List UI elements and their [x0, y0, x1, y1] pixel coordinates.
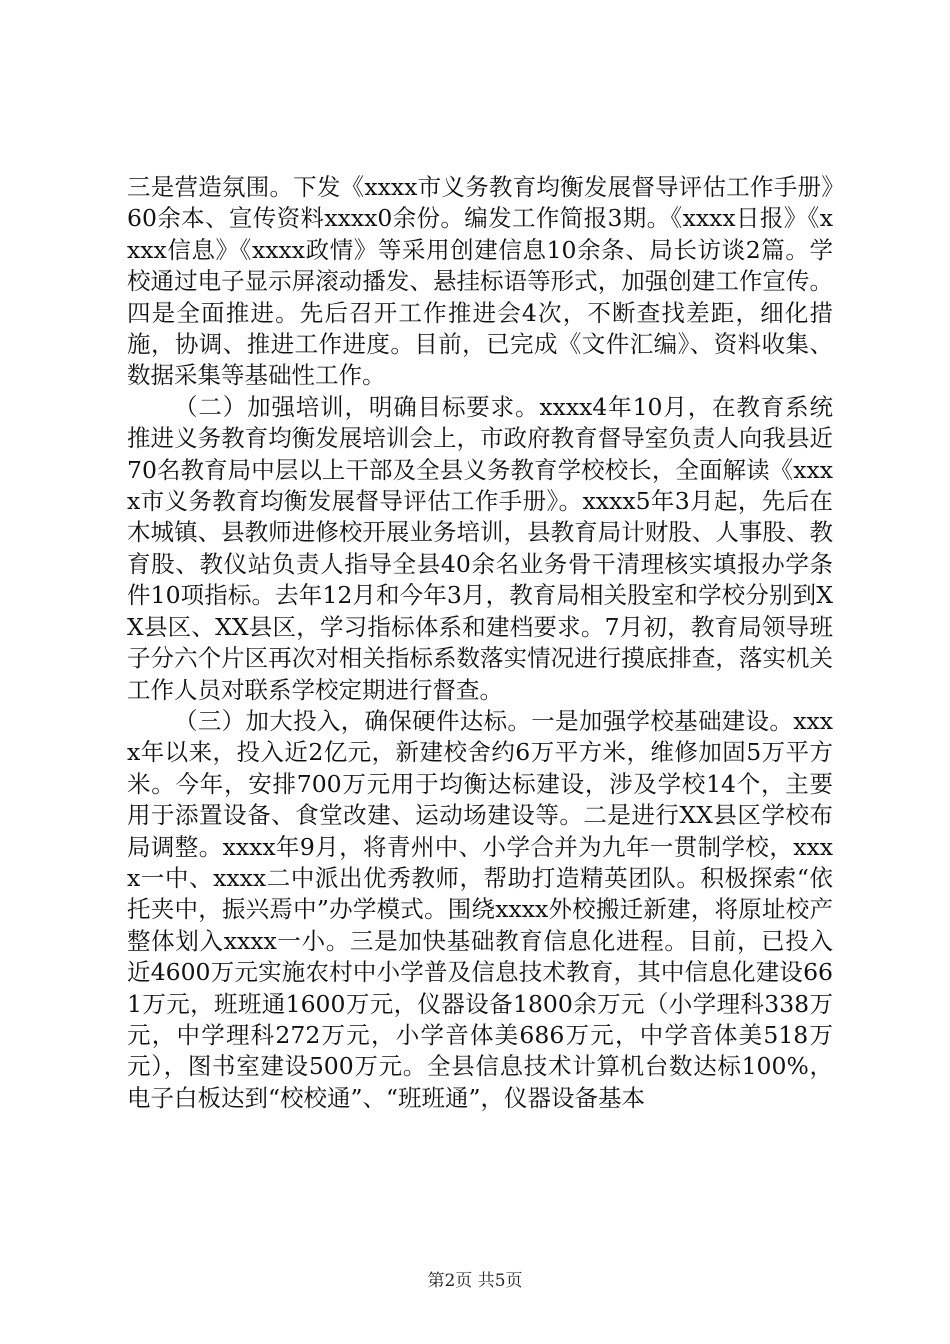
paragraph-1: 三是营造氛围。下发《xxxx市义务教育均衡发展督导评估工作手册》60余本、宣传资料xxxx0余份。编发工作简报3期。《xxxx日报》《xxxx信息》《xxxx政情》等采用创建信息10余条、局长访谈2篇。学校通过电子显示屏滚动播发、悬挂标语等形式，加强创建工作宣传。四是全面推进。先后召开工作推进会4次，不断查找差距，细化措施，协调、推进工作进度。目前，已完成《文件汇编》、资料收集、数据采集等基础性工作。 — [127, 173, 833, 390]
page-footer: 第2页 共5页 — [427, 1271, 523, 1291]
paragraph-3: （三）加大投入，确保硬件达标。一是加强学校基础建设。xxxx年以来，投入近2亿元，新建校舍约6万平方米，维修加固5万平方米。今年，安排700万元用于均衡达标建设，涉及学校14个，主要用于添置设备、食堂改建、运动场建设等。二是进行XX县区学校布局调整。xxxx年9月，将青州中、小学合并为九年一贯制学校，xxxx一中、xxxx二中派出优秀教师，帮助打造精英团队。积极探索“依托夹中，振兴焉中”办学模式。围绕xxxx外校搬迁新建，将原址校产整体划入xxxx一小。三是加快基础教育信息化进程。目前，已投入近4600万元实施农村中小学普及信息技术教育，其中信息化建设661万元，班班通1600万元，仪器设备1800余万元（小学理科338万元，中学理科272万元，小学音体美686万元，中学音体美518万元），图书室建设500万元。全县信息技术计算机台数达标100%，电子白板达到“校校通”、“班班通”，仪器设备基本 — [127, 706, 833, 1112]
paragraph-2: （二）加强培训，明确目标要求。xxxx4年10月，在教育系统推进义务教育均衡发展培训会上，市政府教育督导室负责人向我县近70名教育局中层以上干部及全县义务教育学校校长，全面解读《xxxx市义务教育均衡发展督导评估工作手册》。xxxx5年3月起，先后在木城镇、县教师进修校开展业务培训，县教育局计财股、人事股、教育股、教仪站负责人指导全县40余名业务骨干清理核实填报办学条件10项指标。去年12月和今年3月，教育局相关股室和学校分别到XX县区、XX县区，学习指标体系和建档要求。7月初，教育局领导班子分六个片区再次对相关指标系数落实情况进行摸底排查，落实机关工作人员对联系学校定期进行督查。 — [127, 392, 833, 704]
document-body — [127, 172, 833, 1114]
